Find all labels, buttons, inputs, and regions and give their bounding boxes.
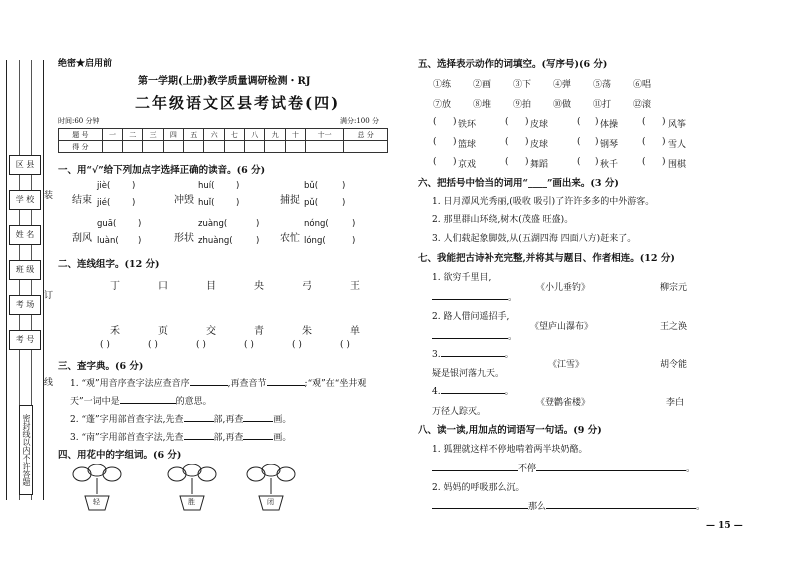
- q1-paren[interactable]: ): [256, 219, 260, 229]
- field-label-school: 学 校: [9, 190, 41, 210]
- score-col: 题 号: [59, 129, 103, 141]
- flower-pot: [167, 464, 217, 512]
- q7-blank[interactable]: [441, 347, 505, 357]
- q5-word: 围棋: [668, 160, 687, 170]
- q2-char-bottom[interactable]: 交: [206, 326, 216, 337]
- q5-word: 舞蹈: [530, 160, 549, 170]
- field-label-class: 班 级: [9, 260, 41, 280]
- q7-line: [432, 329, 517, 342]
- score-cell[interactable]: [102, 141, 122, 153]
- score-cell[interactable]: [123, 141, 143, 153]
- q3-text: ;“观”在“坐井观: [304, 379, 367, 389]
- q7-end: 。: [508, 332, 518, 342]
- q2-char-bottom[interactable]: 禾: [110, 326, 120, 337]
- q1-word: 捕捉: [280, 195, 300, 206]
- q7-title[interactable]: 《小儿垂钓》: [536, 283, 591, 293]
- score-col: 一: [102, 129, 122, 141]
- q7-text: 4.: [432, 387, 441, 397]
- q5-word: 皮球: [530, 120, 549, 130]
- q1-pinyin: nóng(: [304, 219, 329, 229]
- q5-word: 篮球: [458, 140, 477, 150]
- q1-paren[interactable]: ): [236, 198, 240, 208]
- seal-note: 密封线以内不许答题: [19, 405, 33, 495]
- q5-paren[interactable]: (: [505, 137, 509, 147]
- q8-blank[interactable]: [536, 461, 686, 471]
- q7-title[interactable]: 《望庐山瀑布》: [530, 322, 594, 332]
- q1-word: 冲毁: [174, 195, 194, 206]
- q8-answer-line: [432, 461, 695, 474]
- q5-paren-close: ): [662, 157, 666, 167]
- q5-paren-close: ): [525, 137, 529, 147]
- score-row-label: 得 分: [59, 141, 103, 153]
- q1-paren[interactable]: ): [138, 236, 142, 246]
- q5-paren-close: ): [662, 137, 666, 147]
- q8-blank[interactable]: [432, 461, 518, 471]
- q5-word: 铁环: [458, 120, 477, 130]
- q5-option: ⑨拍: [513, 100, 532, 110]
- q5-paren[interactable]: (: [577, 117, 581, 127]
- q7-text: 3.: [432, 350, 441, 360]
- q3-blank[interactable]: [184, 430, 214, 440]
- q1-paren[interactable]: ): [256, 236, 260, 246]
- q3-blank[interactable]: [190, 376, 228, 386]
- q2-heading: 二、连线组字。(12 分): [58, 259, 160, 270]
- q5-heading: 五、选择表示动作的词填空。(写序号)(6 分): [418, 59, 608, 70]
- q5-option: ④弹: [553, 80, 572, 90]
- q1-pinyin: luàn(: [97, 236, 119, 246]
- score-col: 十一: [306, 129, 344, 141]
- exam-subtitle: 第一学期(上册)教学质量调研检测・RJ: [138, 76, 311, 87]
- q2-answer-paren[interactable]: ( ): [148, 340, 158, 350]
- q7-author[interactable]: 李白: [666, 398, 685, 408]
- q8-word: 不停: [518, 464, 537, 474]
- q7-title[interactable]: 《登鹳雀楼》: [536, 398, 591, 408]
- q8-word: 那么: [528, 502, 547, 512]
- q5-paren[interactable]: (: [642, 157, 646, 167]
- q5-option: ③下: [513, 80, 532, 90]
- q3-blank[interactable]: [267, 376, 305, 386]
- score-col: 八: [245, 129, 265, 141]
- q2-answer-paren[interactable]: ( ): [292, 340, 302, 350]
- q2-char-bottom[interactable]: 青: [254, 326, 264, 337]
- q5-word: 钢琴: [600, 140, 619, 150]
- q7-author[interactable]: 王之涣: [660, 322, 688, 332]
- q7-blank[interactable]: [441, 384, 505, 394]
- q5-paren[interactable]: (: [642, 137, 646, 147]
- q5-option: ⑫滚: [633, 100, 652, 110]
- q1-heading: 一、用“√”给下列加点字选择正确的读音。(6 分): [58, 165, 266, 176]
- q2-char-top[interactable]: 央: [254, 281, 264, 292]
- q2-char-bottom[interactable]: 单: [350, 326, 360, 337]
- score-cell[interactable]: [285, 141, 305, 153]
- q5-option: ⑥唱: [633, 80, 652, 90]
- q7-text: 1. 欲穷千里目,: [432, 273, 492, 283]
- q5-option: ⑦放: [433, 100, 452, 110]
- q2-answer-paren[interactable]: ( ): [340, 340, 350, 350]
- flower-pot: [246, 464, 296, 512]
- q8-sentence: 1. 狐狸就这样不停地啃着两半块奶酪。: [432, 445, 588, 455]
- q7-line: [432, 366, 504, 379]
- q5-paren-close: ): [453, 137, 457, 147]
- score-col: 九: [265, 129, 285, 141]
- q2-char-bottom[interactable]: 页: [158, 326, 168, 337]
- score-col: 二: [123, 129, 143, 141]
- pot-char: 轻: [93, 498, 100, 506]
- q7-blank[interactable]: [432, 290, 508, 300]
- q3-line-2: [70, 394, 212, 407]
- page-number: — 15 —: [706, 521, 743, 531]
- q5-word: 雪人: [668, 140, 687, 150]
- secret-label: 绝密★启用前: [58, 59, 113, 69]
- score-cell[interactable]: [163, 141, 183, 153]
- q1-word: 刮风: [72, 233, 92, 244]
- q5-paren-close: ): [525, 157, 529, 167]
- q1-paren[interactable]: ): [138, 219, 142, 229]
- q5-paren[interactable]: (: [642, 117, 646, 127]
- q5-option: ⑧堆: [473, 100, 492, 110]
- score-cell[interactable]: [143, 141, 163, 153]
- score-cell[interactable]: [306, 141, 344, 153]
- score-cell[interactable]: [224, 141, 244, 153]
- q5-paren[interactable]: (: [505, 157, 509, 167]
- q1-pinyin: lóng(: [304, 236, 326, 246]
- q7-line: [432, 404, 486, 417]
- q5-word: 风筝: [668, 120, 687, 130]
- field-label-room: 考 场: [9, 295, 41, 315]
- q1-pinyin: huǐ(: [198, 198, 215, 208]
- seal-mark-top: 装: [44, 191, 54, 201]
- q3-heading: 三、查字典。(6 分): [58, 361, 144, 372]
- q7-text: 万径人踪灭。: [432, 407, 487, 417]
- q8-answer-line: [432, 499, 705, 512]
- q3-text: 2. “蓬”字用部首查字法,先查: [70, 415, 184, 425]
- q1-pinyin: zhuàng(: [198, 236, 233, 246]
- binding-strip: [6, 60, 44, 500]
- q8-heading: 八、读一读,用加点的词语写一句话。(9 分): [418, 425, 602, 436]
- q2-answer-paren[interactable]: ( ): [244, 340, 254, 350]
- q2-char-top[interactable]: 丁: [110, 281, 120, 292]
- q8-blank[interactable]: [432, 499, 528, 509]
- pot-char: 胜: [188, 498, 195, 506]
- q3-line-1: [70, 376, 366, 389]
- q3-text: 的意思。: [175, 397, 212, 407]
- q5-paren[interactable]: (: [577, 157, 581, 167]
- q3-blank[interactable]: [120, 394, 176, 404]
- q8-end: 。: [686, 464, 696, 474]
- q8-blank[interactable]: [546, 499, 696, 509]
- q7-end: 。: [508, 293, 518, 303]
- q1-pinyin: zuàng(: [198, 219, 228, 229]
- q2-answer-paren[interactable]: ( ): [196, 340, 206, 350]
- q5-option: ⑩做: [553, 100, 572, 110]
- q1-word: 农忙: [280, 233, 300, 244]
- q3-text: ,再查音节: [227, 379, 267, 389]
- q3-blank[interactable]: [243, 412, 273, 422]
- q6-heading: 六、把括号中恰当的词用“____”画出来。(3 分): [418, 178, 619, 189]
- q7-line: [432, 290, 517, 303]
- time-limit: 时间:60 分钟: [58, 117, 100, 125]
- score-col: 六: [204, 129, 224, 141]
- q5-word: 京戏: [458, 160, 477, 170]
- q7-heading: 七、我能把古诗补充完整,并将其与题目、作者相连。(12 分): [418, 253, 675, 264]
- score-cell[interactable]: [184, 141, 204, 153]
- q3-blank[interactable]: [243, 430, 273, 440]
- score-col: 五: [184, 129, 204, 141]
- q7-line: [432, 270, 491, 283]
- q5-paren-close: ): [595, 157, 599, 167]
- q7-line: [432, 347, 514, 360]
- q5-paren-close: ): [662, 117, 666, 127]
- q2-char-top[interactable]: 王: [350, 281, 360, 292]
- q5-option: ⑤荡: [593, 80, 612, 90]
- q2-answer-paren[interactable]: ( ): [100, 340, 110, 350]
- q5-paren-close: ): [453, 157, 457, 167]
- score-col: 四: [163, 129, 183, 141]
- q3-text: 画。: [273, 415, 292, 425]
- q8-sentence: 2. 妈妈的呼吸那么沉。: [432, 483, 525, 493]
- q6-item[interactable]: 1. 日月潭风光秀丽,(吸收 吸引)了许许多多的中外游客。: [432, 197, 655, 207]
- pot-char: 闭: [267, 498, 274, 506]
- q3-blank[interactable]: [184, 412, 214, 422]
- q1-word: 结束: [72, 195, 92, 206]
- field-label-number: 考 号: [9, 330, 41, 350]
- q1-pinyin: jié(: [97, 198, 111, 208]
- q7-end: 。: [504, 387, 514, 397]
- score-cell[interactable]: [245, 141, 265, 153]
- q5-paren-close: ): [595, 117, 599, 127]
- q2-char-bottom[interactable]: 朱: [302, 326, 312, 337]
- seal-mark-bot: 线: [44, 378, 54, 388]
- q1-pinyin: bǔ(: [304, 181, 319, 191]
- q7-author[interactable]: 柳宗元: [660, 283, 688, 293]
- q5-paren-close: ): [525, 117, 529, 127]
- q5-paren[interactable]: (: [433, 137, 437, 147]
- q6-item[interactable]: 3. 人们载起象脚鼓,从(五湖四海 四面八方)赶来了。: [432, 234, 637, 244]
- q5-paren[interactable]: (: [433, 117, 437, 127]
- q7-blank[interactable]: [432, 329, 508, 339]
- field-label-district: 区 县: [9, 155, 41, 175]
- q5-paren[interactable]: (: [433, 157, 437, 167]
- q7-line: [432, 309, 509, 322]
- score-col: 总 分: [344, 129, 388, 141]
- score-cell[interactable]: [204, 141, 224, 153]
- q5-word: 皮球: [530, 140, 549, 150]
- q1-pinyin: huí(: [198, 181, 215, 191]
- score-cell[interactable]: [344, 141, 388, 153]
- score-col: 七: [224, 129, 244, 141]
- q7-text: 2. 路人借问遥招手,: [432, 312, 510, 322]
- q3-text: 部,再查: [213, 433, 244, 443]
- q1-paren[interactable]: ): [352, 236, 356, 246]
- q1-pinyin: pǔ(: [304, 198, 319, 208]
- q5-paren[interactable]: (: [577, 137, 581, 147]
- q5-paren[interactable]: (: [505, 117, 509, 127]
- q3-text: 1. “观”用音序查字法应查音序: [70, 379, 190, 389]
- q1-paren[interactable]: ): [352, 219, 356, 229]
- q6-item[interactable]: 2. 那里群山环绕,树木(茂盛 旺盛)。: [432, 215, 574, 225]
- score-table: [58, 128, 388, 153]
- q7-end: 。: [504, 350, 514, 360]
- q7-line: [432, 384, 514, 397]
- q5-option: ②画: [473, 80, 492, 90]
- q1-paren[interactable]: ): [342, 198, 346, 208]
- score-col: 十: [285, 129, 305, 141]
- q3-text: 3. “南”字用部首查字法,先查: [70, 433, 184, 443]
- flower-pot: [72, 464, 122, 512]
- q1-word: 形状: [174, 233, 194, 244]
- seal-mark-mid: 订: [44, 291, 54, 301]
- q1-pinyin: guā(: [97, 219, 117, 229]
- q5-paren-close: ): [453, 117, 457, 127]
- q3-line-3: [70, 412, 291, 425]
- q7-text: 疑是银河落九天。: [432, 369, 505, 379]
- q8-end: 。: [696, 502, 706, 512]
- exam-title: 二年级语文区县考试卷(四): [135, 94, 341, 112]
- full-score: 满分:100 分: [340, 117, 379, 125]
- q3-text: 部,再查: [213, 415, 244, 425]
- q2-char-top[interactable]: 目: [206, 281, 216, 292]
- q1-paren[interactable]: ): [236, 181, 240, 191]
- score-cell[interactable]: [265, 141, 285, 153]
- q5-word: 秋千: [600, 160, 619, 170]
- q5-paren-close: ): [595, 137, 599, 147]
- q3-text: 画。: [273, 433, 292, 443]
- q7-title[interactable]: 《江雪》: [548, 360, 585, 370]
- q1-pinyin: jiè(: [97, 181, 111, 191]
- q4-heading: 四、用花中的字组词。(6 分): [58, 450, 182, 461]
- q1-paren[interactable]: ): [342, 181, 346, 191]
- q2-char-top[interactable]: 口: [158, 281, 168, 292]
- q1-paren[interactable]: ): [132, 181, 136, 191]
- q3-line-4: [70, 430, 291, 443]
- q7-author[interactable]: 胡令能: [660, 360, 688, 370]
- q5-option: ①练: [433, 80, 452, 90]
- q2-char-top[interactable]: 弓: [302, 281, 312, 292]
- q5-option: ⑪打: [593, 100, 612, 110]
- q5-word: 体操: [600, 120, 619, 130]
- q1-paren[interactable]: ): [132, 198, 136, 208]
- score-col: 三: [143, 129, 163, 141]
- q3-text: 天”一词中是: [70, 397, 120, 407]
- field-label-name: 姓 名: [9, 225, 41, 245]
